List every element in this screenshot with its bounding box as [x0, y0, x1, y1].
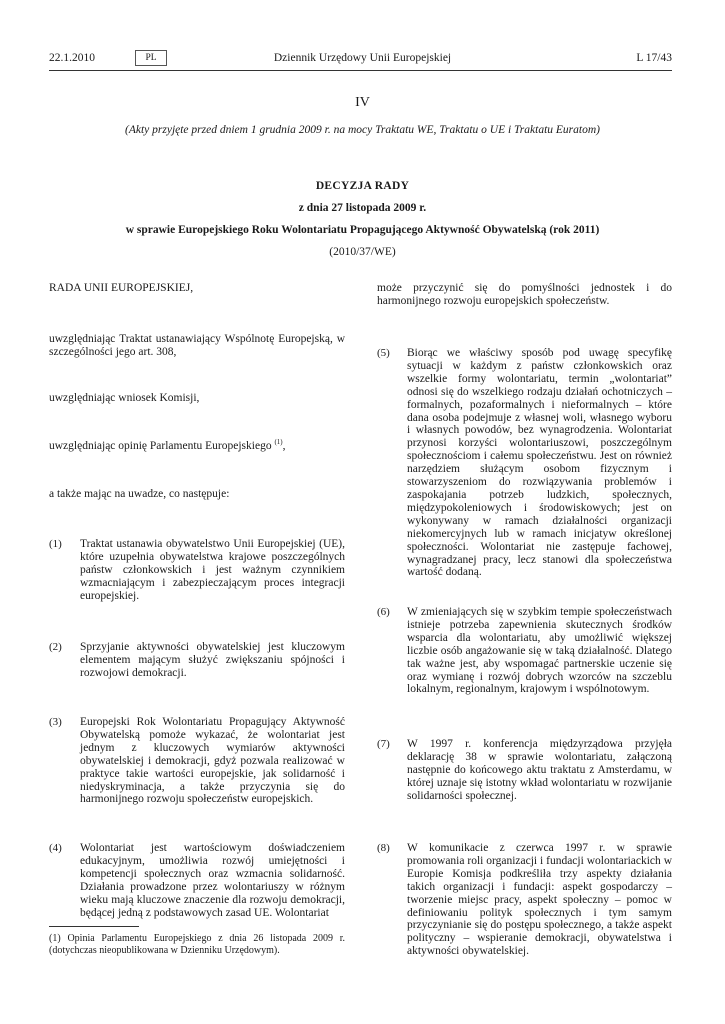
decision-subject: w sprawie Europejskiego Roku Wolontariatu Propagującego Aktywność Obywatelską (rok 2011)	[125, 224, 600, 236]
commission-text: uwzględniając wniosek Komisji,	[49, 392, 200, 404]
recital-number: (5)	[377, 347, 390, 359]
recital-text: Europejski Rok Wolontariatu Propagujący Aktywność Obywatelską pomoże wykazać, że wolontariat jest jednym z kluczowych wymiarów aktywności obywatelskiej i demokracji, gdyż pozwala realizować w praktyce takie wartości europejskie, jak solidarność i niedyskryminacja, a także przyczynia się do harmonijnego rozwoju społeczeństw europejskich.	[80, 716, 345, 806]
recital-number: (7)	[377, 738, 390, 750]
preamble-whereas	[49, 488, 345, 501]
decision-reference: (2010/37/WE)	[329, 246, 396, 258]
recital-number: (1)	[49, 538, 62, 550]
parliament-end: ,	[282, 440, 286, 452]
recital-number: (4)	[49, 842, 62, 854]
recital-number: (3)	[49, 716, 62, 728]
recital-text: może przyczynić się do pomyślności jednostek i do harmonijnego rozwoju europejskich społeczeństw.	[377, 282, 672, 307]
council-text: RADA UNII EUROPEJSKIEJ,	[49, 282, 194, 294]
footnote-text: Opinia Parlamentu Europejskiego z dnia 26 listopada 2009 r. (dotychczas nieopublikowana w Dzienniku Urzędowym).	[49, 933, 346, 956]
footnote-rule	[49, 926, 139, 927]
whereas-text: a także mając na uwadze, co następuje:	[49, 488, 230, 500]
preamble-commission	[49, 392, 345, 405]
recital-text: Biorąc we właściwy sposób pod uwagę specyfikę sytuacji w każdym z państw członkowskich oraz wszelkie formy wolontariatu, termin „wolontariat” odnosi się do wszelkiego rodzaju działań ochotniczych – formalnych, pozaformalnych i nieformalnych – które dana osoba podejmuje z własnej woli, własnego wyboru i własnych powodów, bez wynagrodzenia. Wolontariat przynosi korzyści wolontariuszowi, poszczególnym społecznościom i całemu społeczeństwu. Jest on również narzędziem służącym osobom fizycznym i stowarzyszeniom do rozwiązywania problemów i zaspokajania potrzeb ludzkich, społecznych, międzypokoleniowych i środowiskowych; jest on wykonywany w ramach działalności organizacji niekomercyjnych lub w ramach inicjatyw określonej społeczności. Wolontariat nie zastępuje fachowej, wynagradzanej pracy, lecz stanowi dla społeczeństwa wartość dodaną.	[407, 347, 672, 579]
preamble-council	[49, 282, 345, 295]
footnote-number: (1)	[49, 933, 61, 944]
page-number: L 17/43	[636, 52, 672, 64]
recital-4-continued	[377, 282, 672, 308]
recital-text: W zmieniających się w szybkim tempie społeczeństwach istnieje potrzeba zapewnienia skutecznych środków wsparcia dla wolontariatu, aby umożliwić większej liczbie osób angażowanie się w taką działalność. Dlatego tak ważne jest, aby wspomagać partnerskie uczenie się oraz wymianę i rozwój dobrych wzorców na szczeblu lokalnym, regionalnym, krajowym i wspólnotowym.	[407, 606, 672, 696]
decision-type: DECYZJA RADY	[315, 180, 410, 192]
recital-number: (6)	[377, 606, 390, 618]
treaty-text: uwzględniając Traktat ustanawiający Wspólnotę Europejską, w szczególności jego art. 308,	[49, 333, 345, 358]
recital-text: Wolontariat jest wartościowym doświadczeniem edukacyjnym, umożliwia rozwój umiejętności i kompetencji społecznych oraz wzmacnia solidarność. Działania prowadzone przez wolontariuszy w różnym wieku mają kluczowe znaczenie dla rozwoju demokracji, będącej jedną z podstawowych zasad UE. Wolontariat	[80, 842, 345, 919]
footnote-ref[interactable]: (1)	[274, 438, 283, 447]
recital-text: Sprzyjanie aktywności obywatelskiej jest kluczowym elementem mającym służyć zwiększaniu spójności i rozwojowi demokracji.	[80, 641, 345, 679]
footnote	[49, 933, 345, 957]
preamble-treaty	[49, 333, 345, 359]
recital-text: Traktat ustanawia obywatelstwo Unii Europejskiej (UE), które uzupełnia obywatelstwa krajowe poszczególnych państw członkowskich i jest ważnym czynnikiem wzmacniającym i zabezpieczającym proces integracji europejskiej.	[80, 538, 345, 602]
parliament-paragraph	[49, 440, 345, 453]
recital-text: W 1997 r. konferencja międzyrządowa przyjęła deklarację 38 w sprawie wolontariatu, załączoną następnie do końcowego aktu traktatu z Amsterdamu, w której uznaje się istotny wkład wolontariatu w rozwijanie solidarności społecznej.	[407, 738, 672, 802]
preamble-parliament	[49, 440, 345, 453]
header-rule	[49, 70, 672, 71]
decision-date: z dnia 27 listopada 2009 r.	[298, 202, 427, 214]
recital-number: (2)	[49, 641, 62, 653]
acts-note: (Akty przyjęte przed dniem 1 grudnia 2009 r. na mocy Traktatu WE, Traktatu o UE i Traktatu Euratom)	[125, 124, 600, 136]
journal-title: Dziennik Urzędowy Unii Europejskiej	[273, 52, 452, 64]
language-badge: PL	[135, 50, 167, 66]
header-date: 22.1.2010	[49, 52, 95, 64]
recital-number: (8)	[377, 842, 390, 854]
parliament-text: uwzględniając opinię Parlamentu Europejskiego	[49, 440, 272, 452]
recital-text: W komunikacie z czerwca 1997 r. w sprawie promowania roli organizacji i fundacji wolontariackich w Europie Komisja podkreśliła trzy aspekty działania takich organizacji i fundacji: aspekt gospodarczy – tworzenie miejsc pracy, aspekt społeczny – pomoc w definiowaniu polityk społecznych i tym samym przyczynianie się do postępu społecznego, a także aspekt polityczny – wspieranie demokracji, obywatelstwa i aktywności obywatelskiej.	[407, 842, 672, 958]
section-number: IV	[355, 95, 370, 110]
